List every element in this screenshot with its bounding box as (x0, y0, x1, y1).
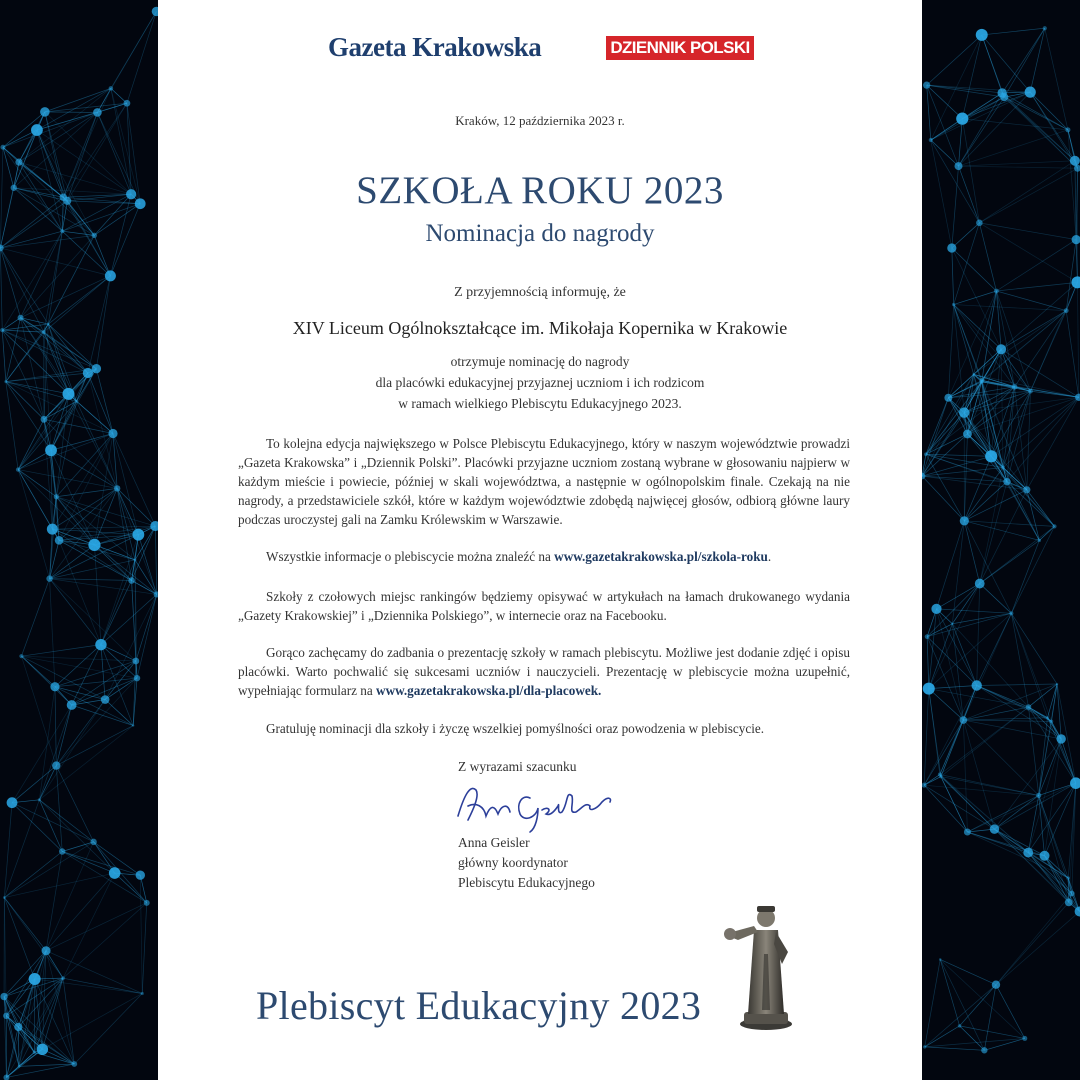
letter-subtitle: Nominacja do nagrody (425, 220, 655, 247)
letter-title: SZKOŁA ROKU 2023 (356, 169, 724, 212)
dla-placowek-link[interactable]: www.gazetakrakowska.pl/dla-placowek. (376, 683, 602, 698)
letter-date: Kraków, 12 października 2023 r. (455, 113, 625, 128)
szkola-roku-link[interactable]: www.gazetakrakowska.pl/szkola-roku (554, 549, 768, 564)
nomination-line: dla placówki edukacyjnej przyjaznej uczniom i ich rodzicom (375, 375, 705, 390)
paragraph-presentation (238, 643, 850, 700)
intro-line: Z przyjemnością informuję, że (454, 285, 626, 300)
signatory-name: Anna Geisler (458, 835, 530, 850)
closing-phrase: Z wyrazami szacunku (458, 759, 577, 774)
gazeta-krakowska-logo: Gazeta Krakowska (328, 32, 542, 62)
paragraph-info-text: Wszystkie informacje o plebiscycie można znaleźć na (266, 549, 555, 564)
nomination-line: w ramach wielkiego Plebiscytu Edukacyjnego 2023. (398, 396, 682, 411)
network-background-right (922, 0, 1080, 1080)
mastheads (158, 30, 922, 70)
nomination-line: otrzymuje nominację do nagrody (450, 354, 630, 369)
school-name: XIV Liceum Ogólnokształcące im. Mikołaja Kopernika w Krakowie (292, 318, 788, 338)
footer-title: Plebiscyt Edukacyjny 2023 (256, 983, 702, 1028)
paragraph-info-end: . (767, 549, 772, 564)
paragraph-presentation-text: Gorąco zachęcamy do zadbania o prezentację szkoły w ramach plebiscytu. Możliwe jest dodanie zdjęć i opisu placówki. Warto pochwalić się sukcesami uczniów i nauczycieli. Prezentację w plebiscycie można uzupełnić, wypełniając formularz na (238, 645, 850, 698)
paragraph-congratulations: Gratuluję nominacji dla szkoły i życzę wszelkiej pomyślności oraz powodzenia w plebiscycie. (266, 721, 765, 736)
paragraph-rankings: Szkoły z czołowych miejsc rankingów będziemy opisywać w artykułach na łamach drukowanego wydania „Gazety Krakowskiej” i „Dziennika Polskiego”, w internecie oraz na Facebooku. (238, 589, 850, 623)
signatory-role: główny koordynator (458, 855, 568, 870)
paragraph-edition: To kolejna edycja największego w Polsce Plebiscytu Edukacyjnego, który w naszym województwie prowadzi „Gazeta Krakowska” i „Dziennik Polski”. Placówki przyjazne uczniom zostaną wybrane w głosowaniu najpierw w każdym mieście i powiecie, później w skali województwa, a następnie w ogólnopolskim finale. Czekają na nie nagrody, a przedstawiciele szkół, które w każdym województwie zdobędą najwięcej głosów, odbiorą główne laury podczas uroczystej gali na Zamku Królewskim w Warszawie. (238, 436, 850, 527)
handwritten-signature (450, 776, 620, 836)
dziennik-polski-logo: DZIENNIK POLSKI (606, 36, 754, 60)
network-background-left (0, 0, 160, 1080)
copernicus-statue-image (718, 892, 808, 1032)
nomination-letter (158, 0, 922, 1080)
paragraph-info (238, 547, 850, 566)
signatory-organization: Plebiscytu Edukacyjnego (458, 875, 595, 890)
